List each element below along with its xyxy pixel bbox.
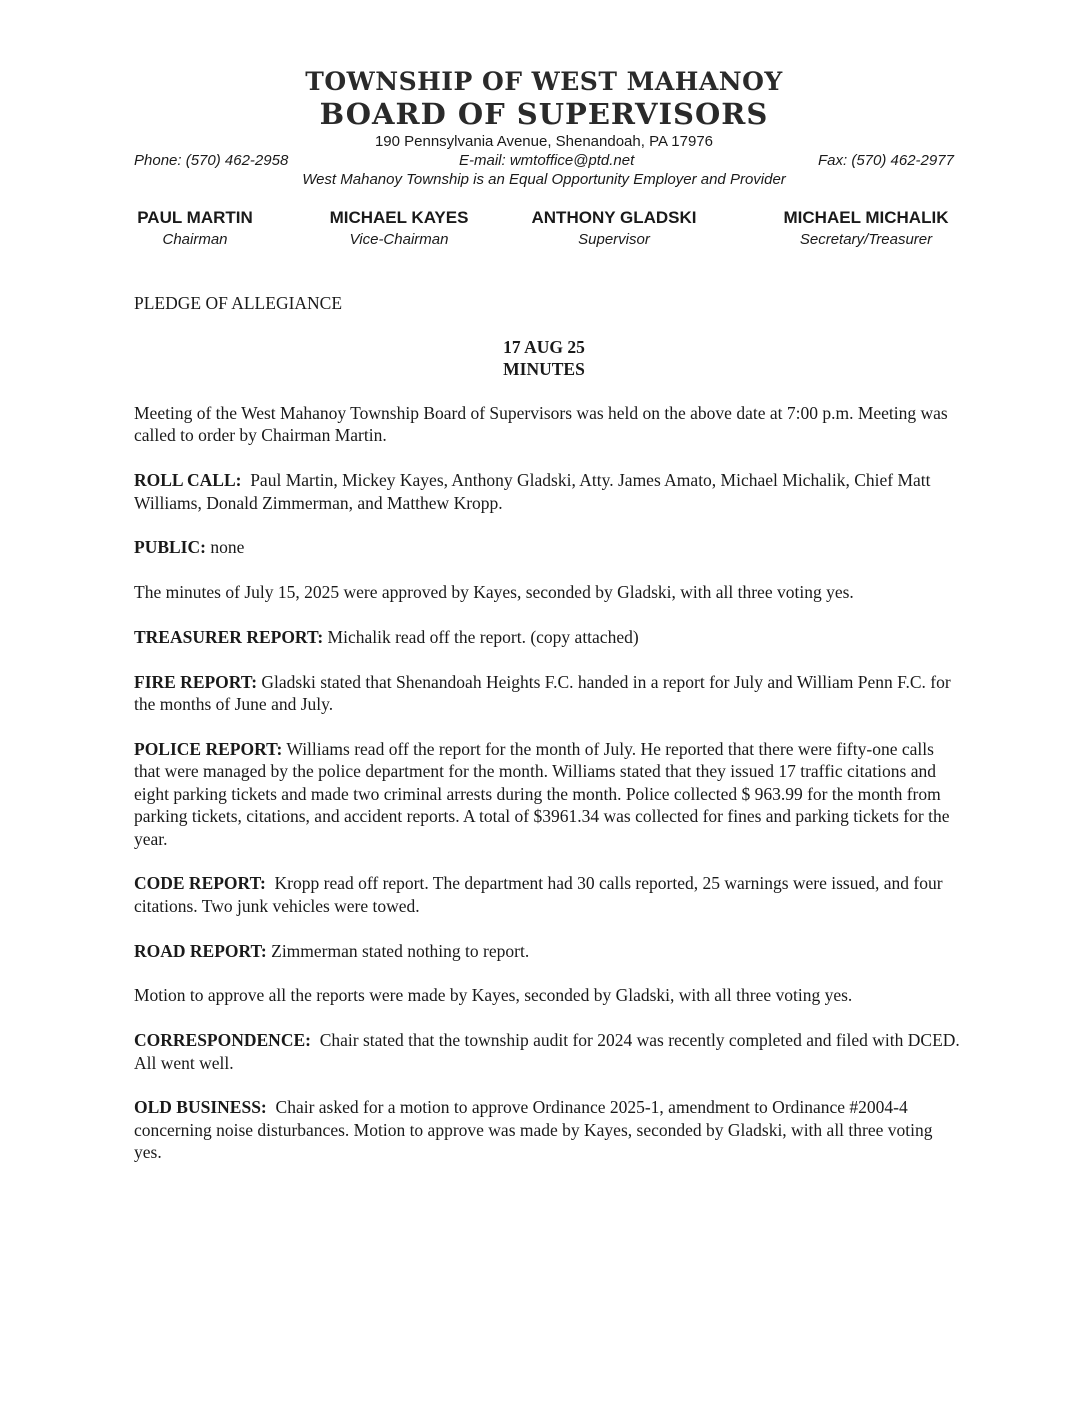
officer-title: Chairman bbox=[162, 231, 228, 248]
officer-title: Supervisor bbox=[578, 231, 650, 248]
officer-supervisor bbox=[516, 207, 712, 251]
township-title: TOWNSHIP OF WEST MAHANOY bbox=[305, 67, 783, 96]
road-paragraph bbox=[134, 940, 964, 962]
officer-secretary-treasurer bbox=[768, 207, 964, 251]
police-text: Williams read off the report for the month of July. He reported that there were fifty-one calls that were managed by the police department for the month. Williams stated that they issued 17 traffic citations and eight parking tickets and made two criminal arrests during the month. Police collected $ 963.99 for the month from parking tickets, citations, and accident reports. A total of $3961.34 was collected for fines and parking tickets for the year. bbox=[134, 739, 950, 849]
correspondence-text: Chair stated that the township audit for 2024 was recently completed and filed with DCED. All went well. bbox=[134, 1030, 960, 1073]
intro-paragraph bbox=[134, 402, 964, 447]
treasurer-paragraph bbox=[134, 626, 964, 648]
fire-text: Gladski stated that Shenandoah Heights F.C. handed in a report for July and William Penn F.C. for the months of June and July. bbox=[134, 671, 951, 715]
meeting-heading bbox=[0, 336, 1088, 380]
treasurer-label: TREASURER REPORT: bbox=[134, 627, 324, 647]
fax: Fax: (570) 462-2977 bbox=[818, 152, 954, 169]
code-label: CODE REPORT: bbox=[134, 873, 266, 894]
police-label: POLICE REPORT: bbox=[134, 739, 283, 759]
code-paragraph bbox=[134, 872, 964, 917]
road-text: Zimmerman stated nothing to report. bbox=[271, 940, 530, 961]
minutes-approval-paragraph bbox=[134, 581, 964, 603]
police-paragraph bbox=[134, 738, 964, 850]
roll-call-label: ROLL CALL: bbox=[134, 470, 242, 491]
pledge-of-allegiance: PLEDGE OF ALLEGIANCE bbox=[134, 293, 343, 313]
board-title: BOARD OF SUPERVISORS bbox=[319, 97, 769, 131]
officer-title: Vice-Chairman bbox=[349, 231, 449, 248]
motion-text: Motion to approve all the reports were made by Kayes, seconded by Gladski, with all three voting yes. bbox=[134, 985, 853, 1006]
minutes-heading: MINUTES bbox=[503, 359, 585, 379]
officer-chairman bbox=[120, 207, 270, 251]
motion-paragraph bbox=[134, 984, 964, 1006]
public-text: none bbox=[210, 537, 245, 558]
meeting-date: 17 AUG 25 bbox=[503, 337, 585, 357]
minutes-approval-text: The minutes of July 15, 2025 were approved by Kayes, seconded by Gladski, with all three voting yes. bbox=[134, 582, 854, 603]
contact-line bbox=[0, 151, 1088, 170]
old-business-label: OLD BUSINESS: bbox=[134, 1097, 267, 1118]
address: 190 Pennsylvania Avenue, Shenandoah, PA 17976 bbox=[374, 133, 714, 150]
old-business-text: Chair asked for a motion to approve Ordinance 2025-1, amendment to Ordinance #2004-4 concerning noise disturbances. Motion to approve was made by Kayes, seconded by Gladski, with all three voting yes. bbox=[134, 1097, 933, 1163]
officer-title: Secretary/Treasurer bbox=[799, 231, 933, 248]
fire-paragraph bbox=[134, 671, 964, 716]
old-business-paragraph bbox=[134, 1096, 964, 1163]
intro-text: Meeting of the West Mahanoy Township Board of Supervisors was held on the above date at 7:00 p.m. Meeting was called to order by Chairman Martin. bbox=[134, 403, 948, 446]
fire-label: FIRE REPORT: bbox=[134, 671, 258, 692]
officers-row bbox=[0, 207, 1088, 257]
officer-vice-chairman bbox=[318, 207, 480, 251]
minutes-body bbox=[134, 402, 964, 1186]
roll-call-text: Paul Martin, Mickey Kayes, Anthony Gladski, Atty. James Amato, Michael Michalik, Chief Matt Williams, Donald Zimmerman, and Matthew Kropp. bbox=[134, 470, 931, 513]
email: E-mail: wmtoffice@ptd.net bbox=[459, 152, 635, 169]
officer-name: MICHAEL KAYES bbox=[329, 208, 469, 227]
roll-call-paragraph bbox=[134, 469, 964, 514]
treasurer-text: Michalik read off the report. (copy attached) bbox=[327, 627, 639, 647]
letterhead bbox=[0, 66, 1088, 189]
officer-name: MICHAEL MICHALIK bbox=[783, 208, 949, 227]
code-text: Kropp read off report. The department had 30 calls reported, 25 warnings were issued, and four citations. Two junk vehicles were towed. bbox=[134, 873, 943, 916]
correspondence-label: CORRESPONDENCE: bbox=[134, 1030, 311, 1051]
public-paragraph bbox=[134, 536, 964, 558]
correspondence-paragraph bbox=[134, 1029, 964, 1074]
officer-name: PAUL MARTIN bbox=[137, 208, 253, 227]
officer-name: ANTHONY GLADSKI bbox=[531, 208, 697, 227]
phone: Phone: (570) 462-2958 bbox=[134, 152, 289, 169]
road-label: ROAD REPORT: bbox=[134, 940, 267, 961]
eeo-statement: West Mahanoy Township is an Equal Opportunity Employer and Provider bbox=[302, 171, 786, 188]
public-label: PUBLIC: bbox=[134, 537, 206, 558]
